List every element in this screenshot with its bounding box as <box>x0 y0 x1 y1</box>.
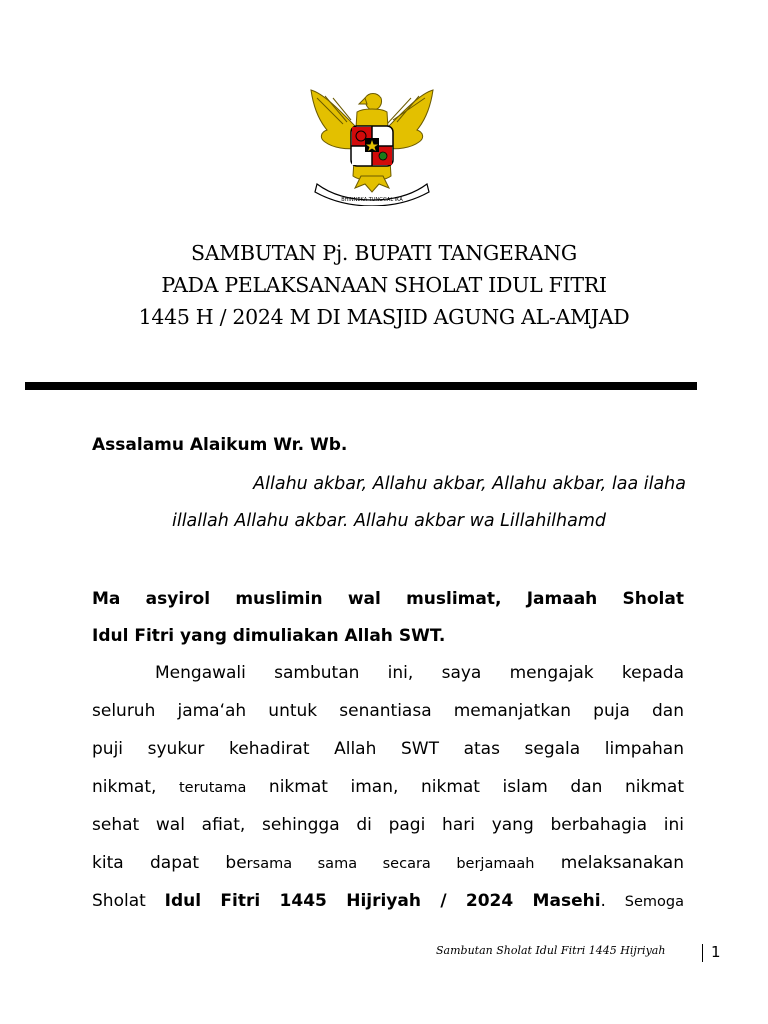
takbir-line-1: Allahu akbar, Allahu akbar, Allahu akbar, laa ilaha <box>253 474 686 494</box>
body-line-6 <box>92 853 684 873</box>
address-line-2: Idul Fitri yang dimuliakan Allah SWT. <box>92 626 446 646</box>
title-line-2: PADA PELAKSANAAN SHOLAT IDUL FITRI <box>161 273 607 297</box>
body-text: . <box>600 891 606 911</box>
garuda-pancasila-emblem <box>303 84 441 206</box>
body-line-5: sehat wal afiat, sehingga di pagi hari yang berbahagia ini <box>92 815 684 835</box>
emblem-motto: BHINNEKA TUNGGAL IKA <box>341 197 403 203</box>
greeting: Assalamu Alaikum Wr. Wb. <box>92 435 348 455</box>
title-divider <box>25 382 697 390</box>
body-text: rsama sama secara berjamaah <box>246 856 535 872</box>
body-line-3: puji syukur kehadirat Allah SWT atas segala limpahan <box>92 739 684 759</box>
body-text: kita dapat be <box>92 853 247 873</box>
body-text: Sholat <box>92 891 146 911</box>
page-footer: Sambutan Sholat Idul Fitri 1445 Hijriyah <box>436 944 666 957</box>
body-text: Semoga <box>624 894 684 910</box>
address-line-1: Ma asyirol muslimin wal muslimat, Jamaah Sholat <box>92 589 684 609</box>
body-text: nikmat iman, nikmat islam dan nikmat <box>268 777 684 797</box>
body-line-2: seluruh jamaʻah untuk senantiasa memanjatkan puja dan <box>92 701 684 721</box>
body-text: terutama <box>178 780 247 796</box>
body-line-1: Mengawali sambutan ini, saya mengajak kepada <box>155 663 684 683</box>
body-text: nikmat, <box>92 777 157 797</box>
page-title <box>60 237 708 333</box>
body-text: melaksanakan <box>560 853 684 873</box>
footer-separator <box>702 944 703 962</box>
body-line-7 <box>92 891 684 911</box>
body-text-bold: Idul Fitri 1445 Hijriyah / 2024 Masehi <box>164 891 601 911</box>
takbir-line-2: illallah Allahu akbar. Allahu akbar wa Lillahilhamd <box>171 511 607 531</box>
body-line-4 <box>92 777 684 797</box>
page-number: 1 <box>711 943 721 961</box>
title-line-1: SAMBUTAN Pj. BUPATI TANGERANG <box>191 241 577 265</box>
title-line-3: 1445 H / 2024 M DI MASJID AGUNG AL-AMJAD <box>138 305 630 329</box>
